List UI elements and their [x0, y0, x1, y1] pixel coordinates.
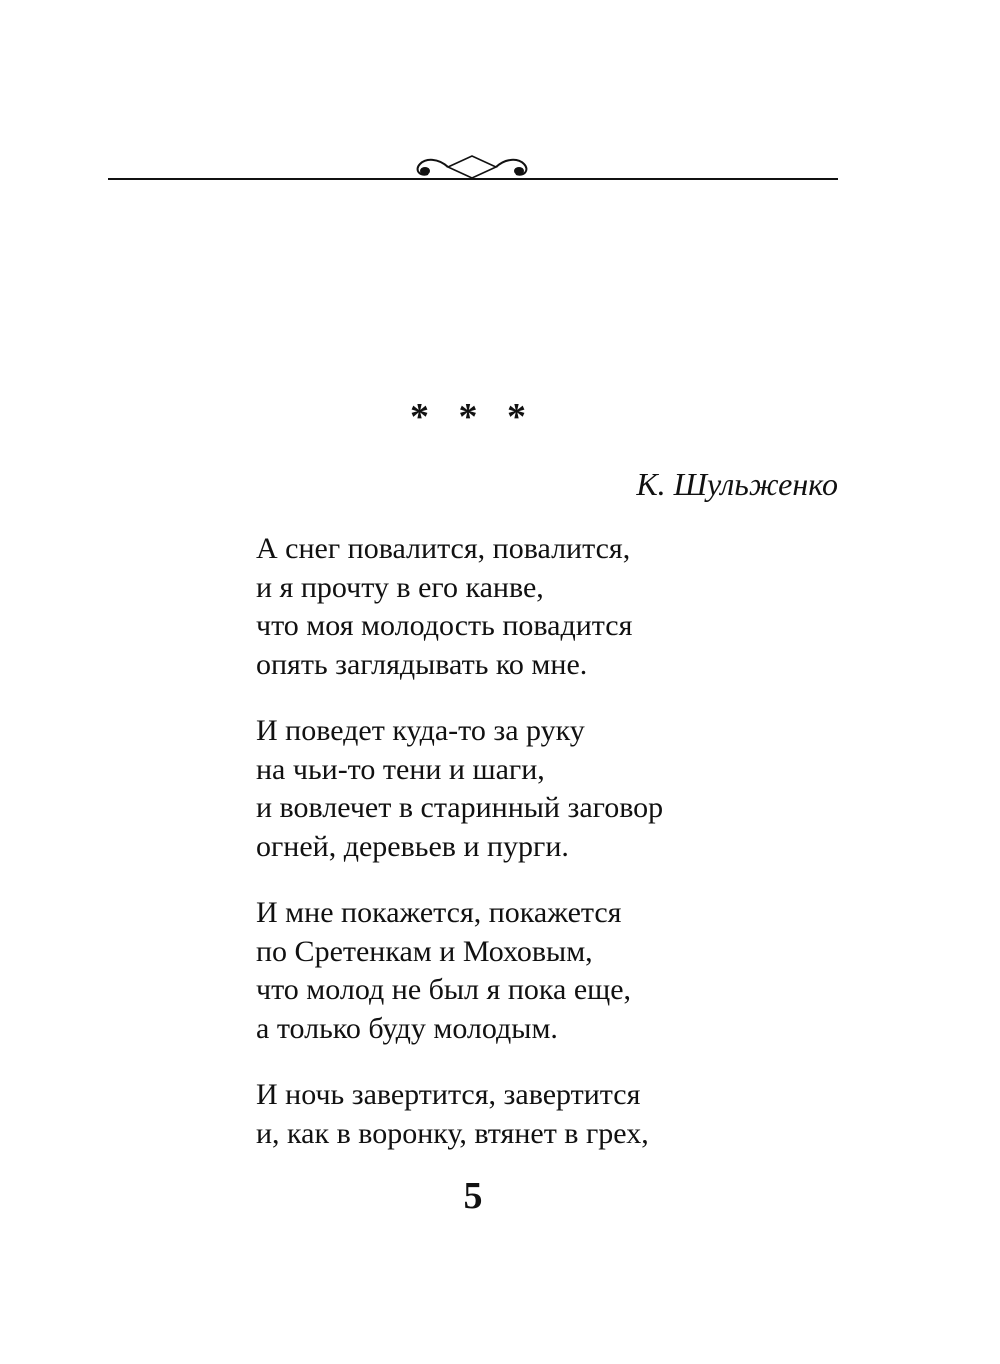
poem-line: что моя молодость повадится — [256, 609, 633, 642]
poem-line: и, как в воронку, втянет в грех, — [256, 1116, 649, 1150]
stanza — [256, 894, 876, 1048]
poem-line: И поведет куда-то за руку — [256, 714, 585, 747]
stanza — [256, 712, 876, 866]
poem-line: на чьи-то тени и шаги, — [256, 752, 545, 786]
section-separator: * * * — [410, 396, 536, 438]
header-ornament — [108, 150, 838, 200]
page-number: 5 — [463, 1175, 483, 1217]
poem-line: что молод не был я пока еще, — [256, 973, 632, 1006]
poem-line: И ночь завертится, завертится — [256, 1078, 641, 1111]
poem-line: огней, деревьев и пурги. — [256, 829, 569, 863]
flourish-divider-icon — [108, 150, 838, 200]
poem-line: опять заглядывать ко мне. — [256, 647, 588, 681]
poem-line: а только буду молодым. — [256, 1011, 558, 1045]
poem-line: по Сретенкам и Моховым, — [256, 934, 593, 968]
poem-line: и вовлечет в старинный заговор — [256, 791, 664, 824]
stanza — [256, 530, 876, 684]
poem-body — [256, 530, 876, 1181]
poem-line: и я прочту в его канве, — [256, 570, 544, 604]
stanza — [256, 1076, 876, 1153]
poem-line: А снег повалится, повалится, — [256, 532, 631, 565]
poem-author: К. Шульженко — [636, 466, 838, 502]
poem-line: И мне покажется, покажется — [256, 896, 622, 929]
